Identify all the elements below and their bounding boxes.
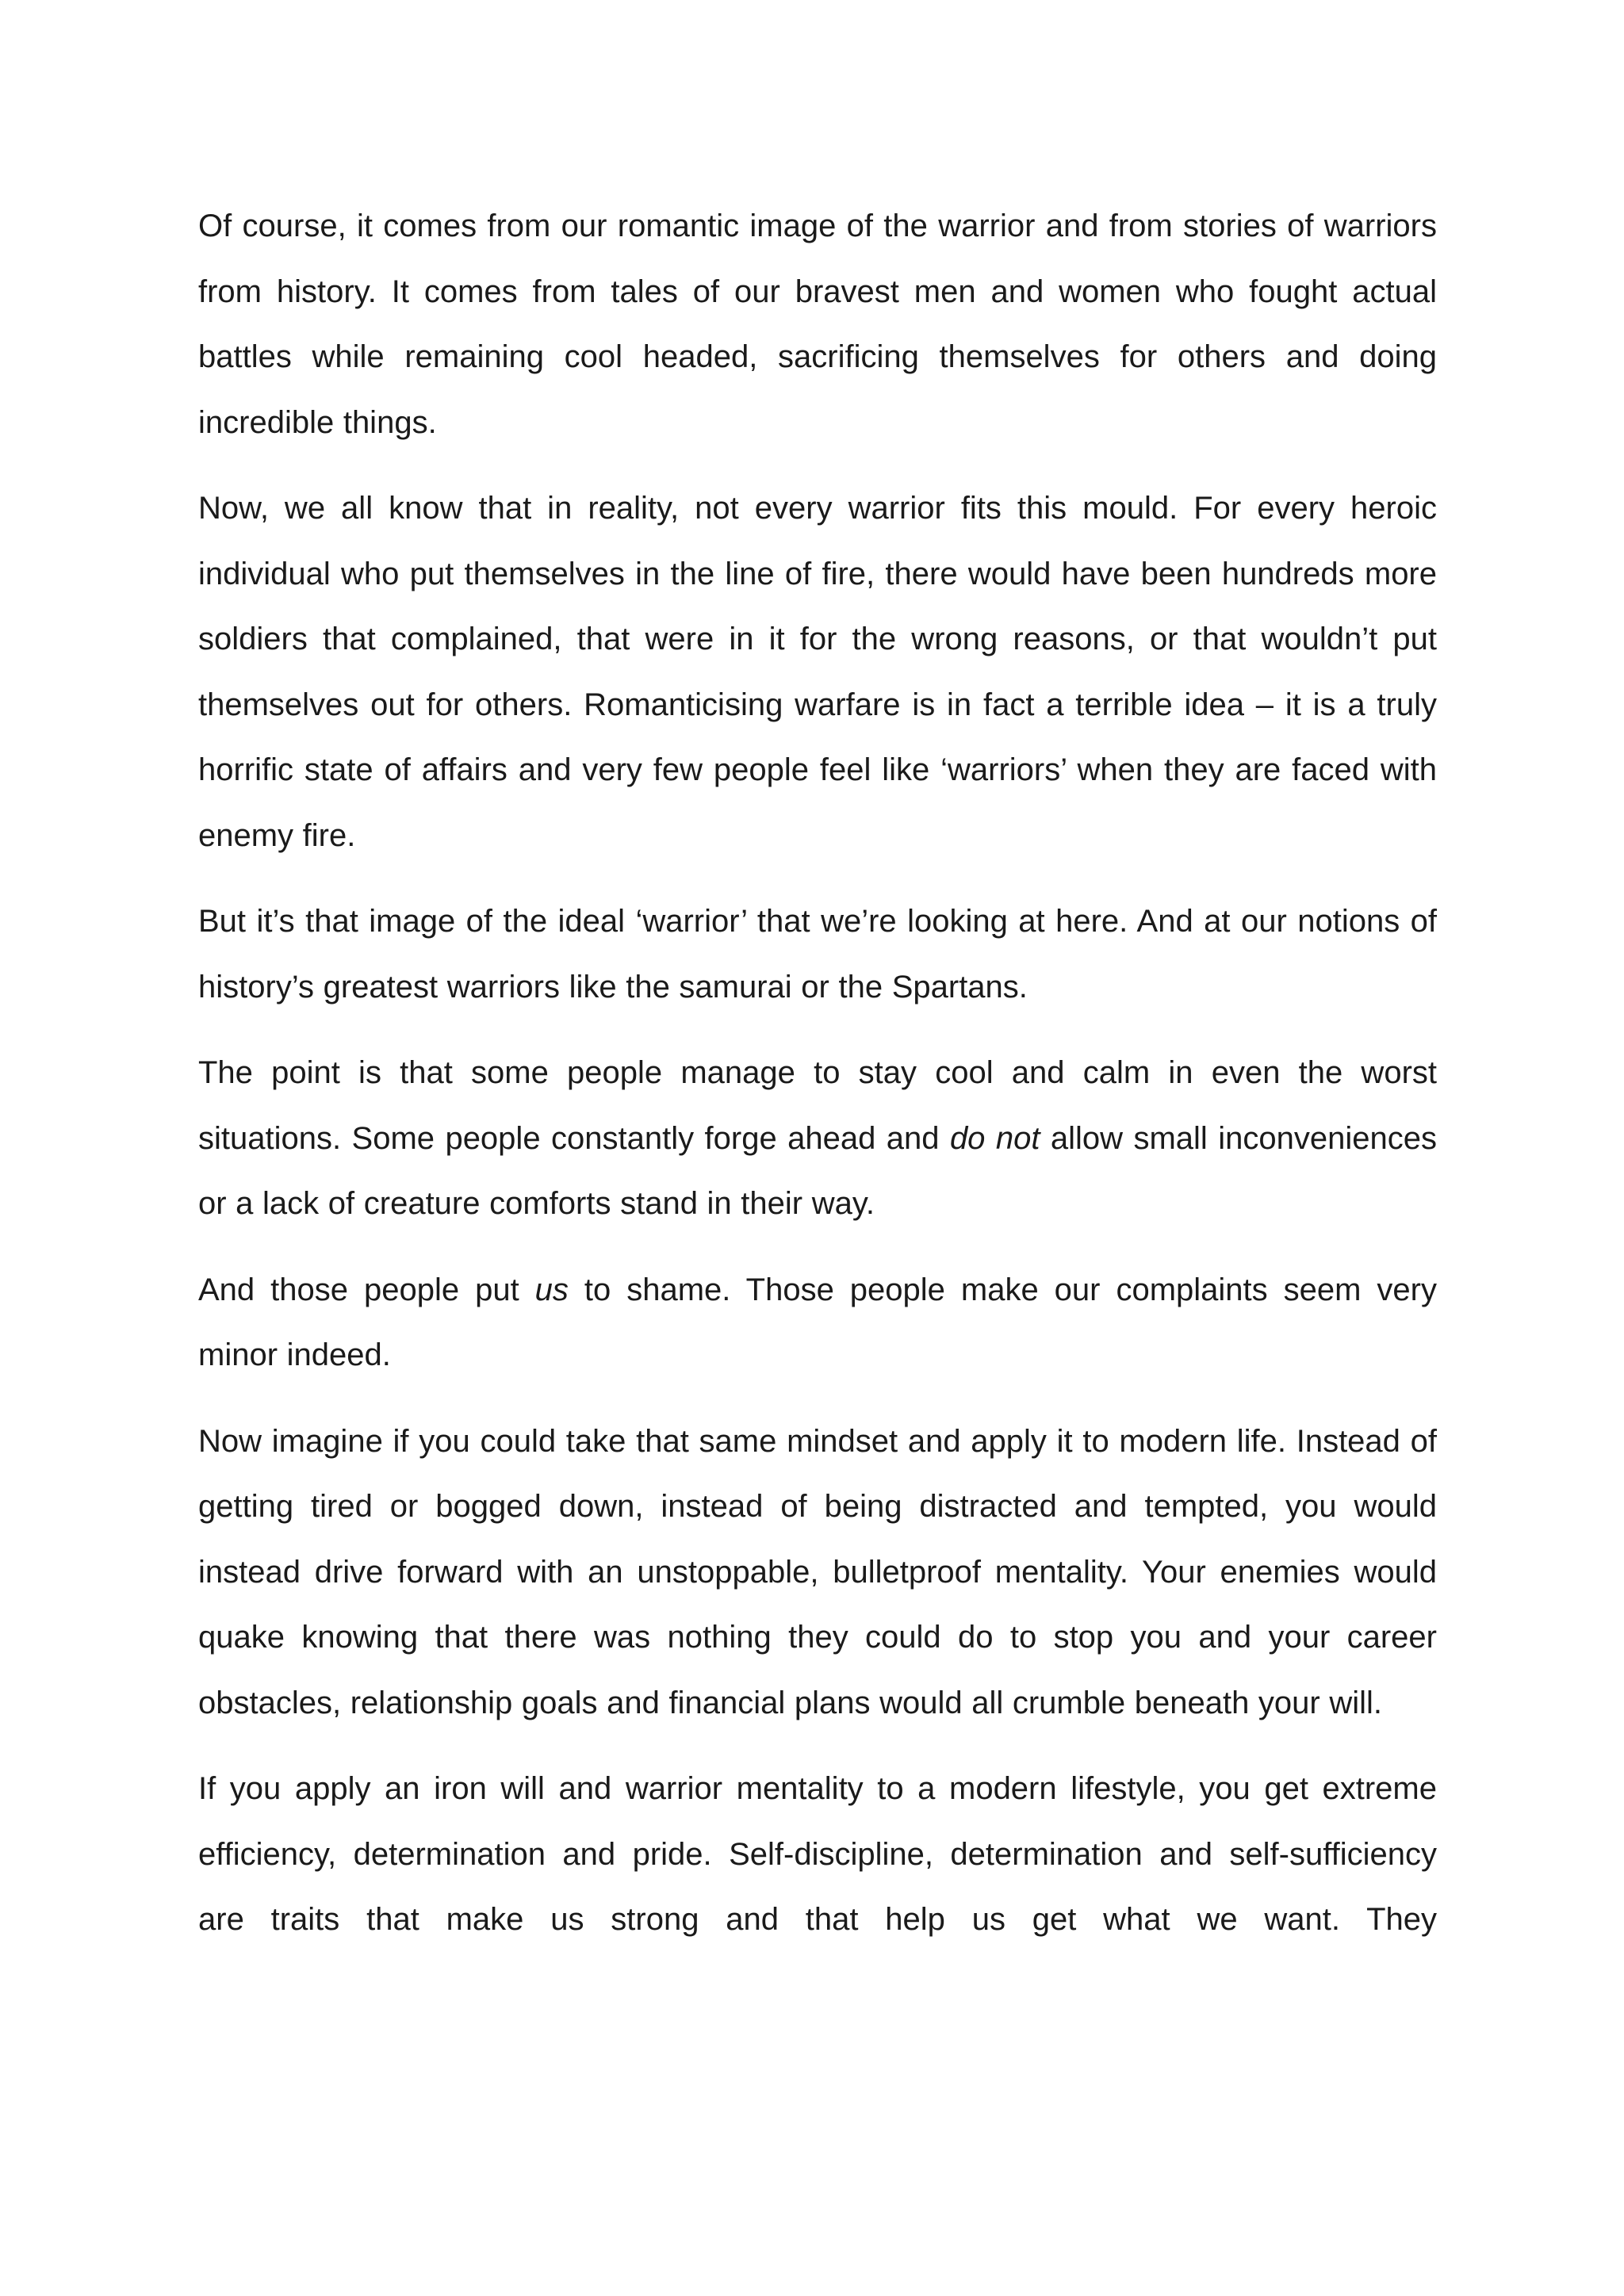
paragraph-3-text: But it’s that image of the ideal ‘warrior’ that we’re looking at here. And at our notions of history’s greatest warriors like the samurai or the Spartans. — [198, 904, 1437, 1004]
paragraph-4 — [198, 1040, 1437, 1237]
paragraph-5-italic: us — [534, 1272, 569, 1307]
paragraph-2-text: Now, we all know that in reality, not every warrior fits this mould. For every heroic individual who put themselves in the line of fire, there would have been hundreds more soldiers that complained, that were in it for the wrong reasons, or that wouldn’t put themselves out for others. Romanticising warfare is in fact a terrible idea – it is a truly horrific state of affairs and very few people feel like ‘warriors’ when they are faced with enemy fire. — [198, 491, 1437, 853]
document-page — [198, 193, 1437, 1973]
paragraph-6 — [198, 1409, 1437, 1736]
paragraph-3 — [198, 889, 1437, 1020]
paragraph-1-text: Of course, it comes from our romantic image of the warrior and from stories of warriors from history. It comes from tales of our bravest men and women who fought actual battles while remaining cool headed, sacrificing themselves for others and doing incredible things. — [198, 209, 1437, 440]
paragraph-1 — [198, 193, 1437, 455]
paragraph-7-text: If you apply an iron will and warrior mentality to a modern lifestyle, you get extreme efficiency, determination and pride. Self-discipline, determination and self-sufficiency are traits that make us strong and that help us get what we want. They — [198, 1771, 1437, 1937]
paragraph-5-text-b: to shame. Those people make our complaints seem very minor indeed. — [198, 1272, 1437, 1372]
paragraph-4-text-a: The point is that some people manage to stay cool and calm in even the worst situations. Some people constantly forge ahead and — [198, 1055, 1437, 1156]
paragraph-2 — [198, 476, 1437, 868]
paragraph-4-italic: do not — [949, 1120, 1040, 1156]
paragraph-7 — [198, 1756, 1437, 1953]
paragraph-4-text-b: allow small inconveniences or a lack of creature comforts stand in their way. — [198, 1120, 1437, 1221]
paragraph-5 — [198, 1257, 1437, 1388]
paragraph-6-text: Now imagine if you could take that same mindset and apply it to modern life. Instead of getting tired or bogged down, instead of being distracted and tempted, you would instead drive forward with an unstoppable, bulletproof mentality. Your enemies would quake knowing that there was nothing they could do to stop you and your career obstacles, relationship goals and financial plans would all crumble beneath your will. — [198, 1423, 1437, 1720]
paragraph-5-text-a: And those people put — [198, 1272, 535, 1307]
